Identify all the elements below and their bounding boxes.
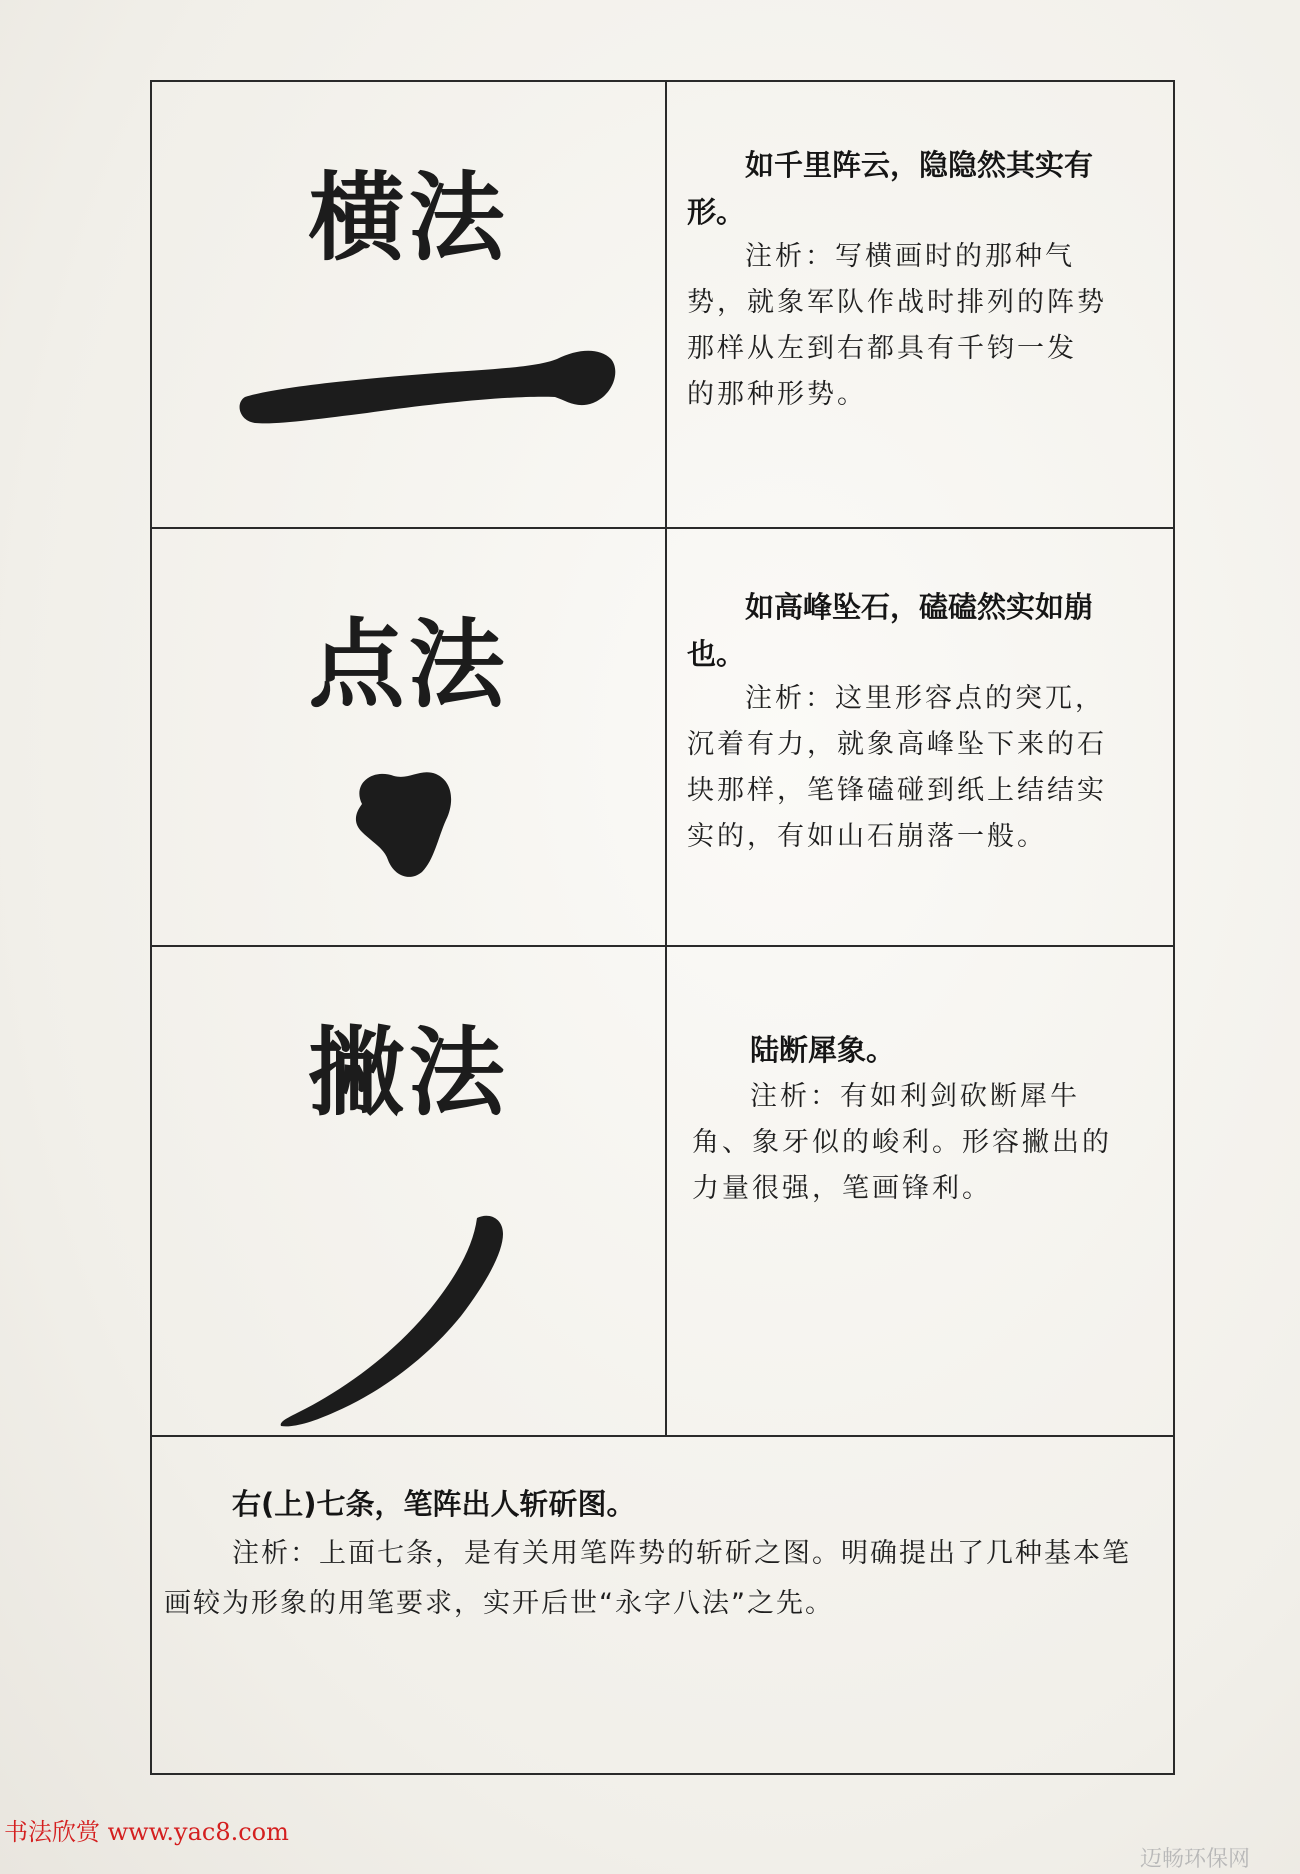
summary-title: 右(上)七条，笔阵出人斩斫图。	[232, 1487, 636, 1521]
description-cell-heng	[667, 82, 1173, 527]
note-text-pie: 注析：有如利剑砍断犀牛 角、象牙似的峻利。形容撇出的 力量很强，笔画锋利。	[692, 1081, 1112, 1204]
table-row-dian	[152, 529, 1173, 947]
dot-stroke-glyph	[342, 764, 462, 879]
stroke-title-heng: 横法	[308, 162, 509, 274]
site-watermark: 书法欣赏 www.yac8.com	[4, 1818, 289, 1846]
quote-text-heng: 如千里阵云，隐隐然其实有 形。	[687, 148, 1094, 229]
calligraphy-table	[150, 80, 1175, 1775]
quote-text-pie: 陆断犀象。	[750, 1033, 896, 1067]
summary-note: 注析：上面七条，是有关用笔阵势的斩斫之图。明确提出了几种基本笔 画较为形象的用笔要求，实开后世“永字八法”之先。	[164, 1538, 1131, 1619]
corner-watermark: 迈畅环保网	[1140, 1847, 1251, 1872]
stroke-cell-heng	[152, 82, 667, 527]
stroke-title-pie: 撇法	[308, 1017, 509, 1129]
description-cell-pie	[667, 947, 1173, 1435]
description-cell-dian	[667, 529, 1173, 945]
stroke-cell-pie	[152, 947, 667, 1435]
stroke-cell-dian	[152, 529, 667, 945]
left-falling-stroke-glyph	[277, 1212, 517, 1432]
note-text-dian: 注析：这里形容点的突兀， 沉着有力，就象高峰坠下来的石 块那样，笔锋磕碰到纸上结结实 实的，有如山石崩落一般。	[687, 683, 1107, 852]
quote-text-dian: 如高峰坠石，磕磕然实如崩 也。	[687, 590, 1094, 671]
note-text-heng: 注析：写横画时的那种气 势，就象军队作战时排列的阵势 那样从左到右都具有千钧一发 的那种形势。	[687, 241, 1107, 410]
horizontal-stroke-glyph	[237, 337, 617, 447]
table-row-pie	[152, 947, 1173, 1437]
table-row-heng	[152, 82, 1173, 529]
stroke-title-dian: 点法	[308, 609, 509, 721]
summary-row	[152, 1437, 1173, 1775]
